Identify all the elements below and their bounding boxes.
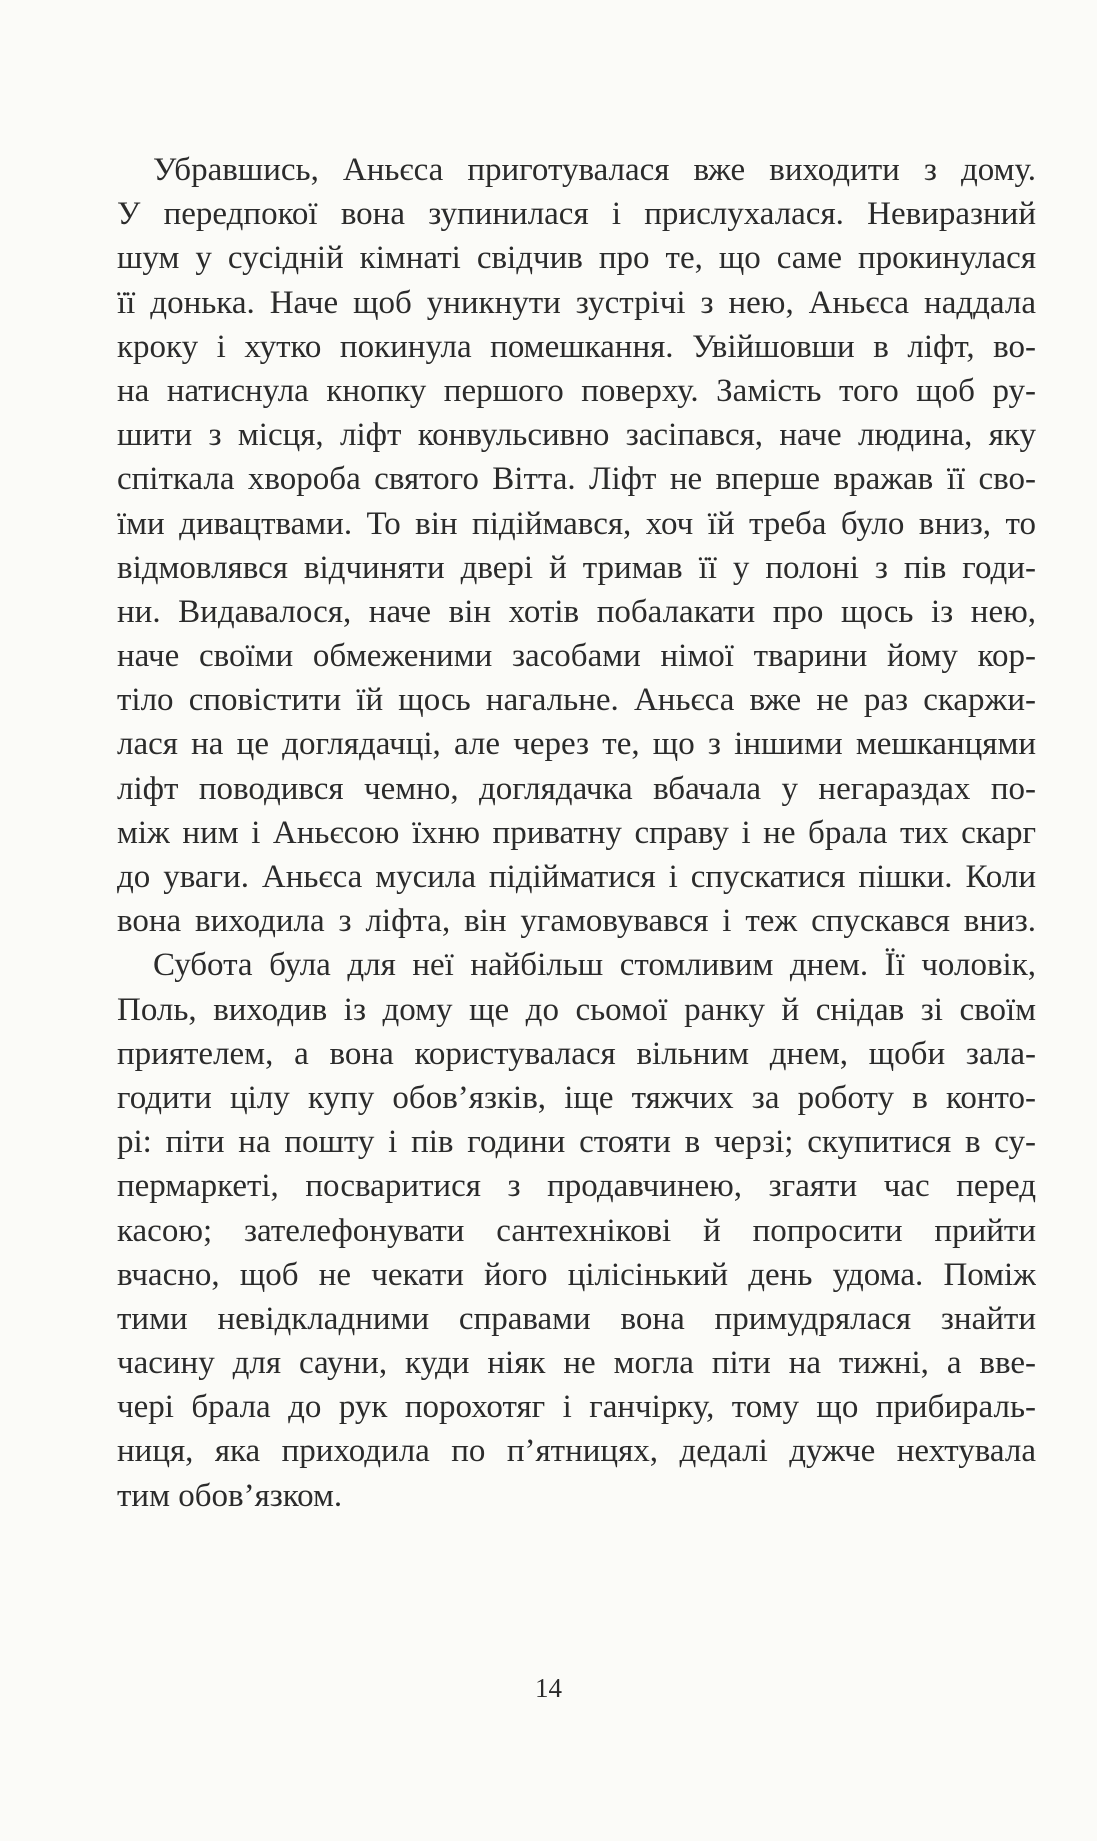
text-line: рі: піти на пошту і пів години стояти в черзі; скупитися в су- bbox=[117, 1124, 1036, 1161]
text-line: ліфт поводився чемно, доглядачка вбачала у негараздах по- bbox=[117, 770, 1036, 807]
text-line: тими невідкладними справами вона примудрялася знайти bbox=[117, 1300, 1036, 1337]
text-line: годити цілу купу обов’язків, іще тяжчих за роботу в конто- bbox=[117, 1079, 1036, 1116]
paragraph bbox=[117, 943, 1036, 1517]
text-line: до уваги. Аньєса мусила підійматися і спускатися пішки. Коли bbox=[117, 859, 1036, 895]
text-line: пермаркеті, посваритися з продавчинею, згаяти час перед bbox=[117, 1168, 1036, 1205]
text-line: приятелем, а вона користувалася вільним днем, щоби зала- bbox=[117, 1035, 1036, 1072]
paragraph bbox=[117, 148, 1036, 943]
text-line: тим обов’язком. bbox=[117, 1477, 343, 1514]
text-line: вона виходила з ліфта, він угамовувався і теж спускався вниз. bbox=[117, 903, 1036, 940]
text-line: між ним і Аньєсою їхню приватну справу і не брала тих скарг bbox=[117, 814, 1036, 851]
text-line: ни. Видавалося, наче він хотів побалакати про щось із нею, bbox=[117, 593, 1036, 630]
text-line: спіткала хвороба святого Вітта. Ліфт не вперше вражав її сво- bbox=[117, 461, 1036, 498]
text-line: відмовлявся відчиняти двері й тримав її у полоні з пів годи- bbox=[117, 549, 1036, 586]
page-number: 14 bbox=[535, 1673, 562, 1703]
text-line: вчасно, щоб не чекати його цілісінький день удома. Поміж bbox=[117, 1256, 1036, 1293]
text-line: на натиснула кнопку першого поверху. Замість того щоб ру- bbox=[117, 372, 1036, 409]
text-line: її донька. Наче щоб уникнути зустрічі з нею, Аньєса наддала bbox=[117, 284, 1036, 321]
text-line: Поль, виходив із дому ще до сьомої ранку й снідав зі своїм bbox=[117, 991, 1036, 1028]
text-line: ниця, яка приходила по п’ятницях, дедалі дужче нехтувала bbox=[117, 1433, 1036, 1470]
text-line: касою; зателефонувати сантехнікові й попросити прийти bbox=[117, 1212, 1036, 1249]
text-line: Убравшись, Аньєса приготувалася вже виходити з дому. bbox=[153, 152, 1036, 188]
text-line: шити з місця, ліфт конвульсивно засіпався, наче людина, яку bbox=[117, 417, 1036, 454]
text-line: кроку і хутко покинула помешкання. Увійшовши в ліфт, во- bbox=[117, 328, 1036, 365]
page-body-text bbox=[117, 148, 1036, 1518]
text-line: їми дивацтвами. То він підіймався, хоч їй треба було вниз, то bbox=[117, 505, 1036, 542]
text-line: шум у сусідній кімнаті свідчив про те, що саме прокинулася bbox=[117, 240, 1036, 277]
text-line: часину для сауни, куди ніяк не могла піти на тижні, а вве- bbox=[117, 1345, 1036, 1382]
text-line: наче своїми обмеженими засобами німої тварини йому кор- bbox=[117, 638, 1036, 675]
text-line: Субота була для неї найбільш стомливим днем. Її чоловік, bbox=[153, 947, 1036, 984]
text-line: лася на це доглядачці, але через те, що з іншими мешканцями bbox=[117, 726, 1036, 763]
text-line: У передпокої вона зупинилася і прислухалася. Невиразний bbox=[117, 196, 1036, 233]
text-line: чері брала до рук порохотяг і ганчірку, тому що прибираль- bbox=[117, 1389, 1036, 1426]
text-line: тіло сповістити їй щось нагальне. Аньєса вже не раз скаржи- bbox=[117, 682, 1036, 719]
